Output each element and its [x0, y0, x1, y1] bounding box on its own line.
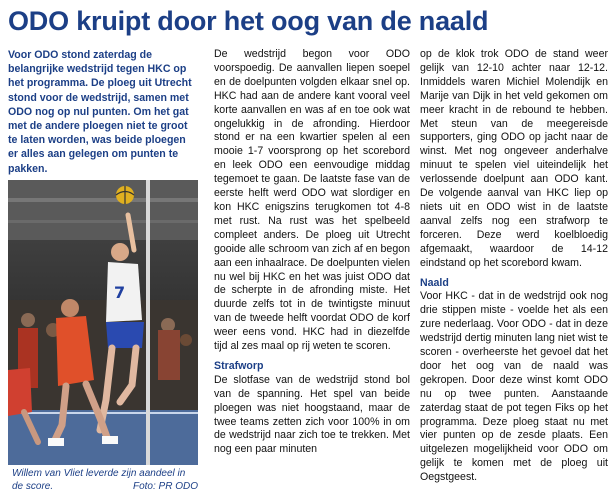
- col2-paragraph-1: De wedstrijd begon voor ODO voorspoedig. De aanvallen liepen soepel en de doelpunten volgden elkaar snel op. HKC had aan de andere kant vooral veel korte aanvallen en was af en toe ook wat ongelukkig in de afronding. Hierdoor stond er na een kwartier spelen al een mooie 1-7 voorsprong op het scorebord en leek ODO een eenvoudige middag tegemoet te gaan. De laatste fase van de eerste helft werd ODO wat slordiger en kon HKC enigszins terugkomen tot 4-8 met rust. Na rust was het spelbeeld compleet anders. De ploeg uit Utrecht gooide alle schroom van zich af en begon aan een inhaalrace. De doelpunten vielen nu wel bij HKC en het was juist ODO dat de scherpte in de afronding miste. Het duurde zelfs tot in de twintigste minuut van de tweede helft voordat ODO de korf weer eens vond. HKC had in diezelfde tijd al zes maal op rij weten te scoren.: [214, 48, 410, 353]
- photo-credit: Foto: PR ODO: [132, 481, 198, 492]
- col3-paragraph-1: op de klok trok ODO de stand weer gelijk van 12-10 achter naar 12-12. Inmiddels waren Michiel Molendijk en Marije van Dijk in het veld gekomen om meer kracht in de rebound te hebben. Met steun van de meegereisde supporters, ging ODO op jacht naar de winst. Met nog ongeveer anderhalve minuut te spelen viel uiteindelijk het verlossende doelpunt aan ODO kant. De volgende aanval van HKC liep op niets uit en ODO wist in de laatste aanval zelfs nog een strafworp te forceren. Deze werd koelbloedig afgemaakt, waardoor de 14-12 eindstand op het scorebord kwam.: [420, 48, 608, 269]
- col3-paragraph-2: Voor HKC - dat in de wedstrijd ook nog drie stippen miste - voelde het als een zure nederlaag. Voor ODO - dat in deze wedstrijd dertig minuten lang niet wist te scoren - overheerste het gevoel dat het door het oog van de naald was gekropen. Door deze winst komt ODO nu op twee punten. Aanstaande zaterdag staat de pot tegen Fiks op het programma. Deze ploeg staat nu met vier punten op de zesde plaats. Een uitgelezen mogelijkheid voor ODO om gelijk te komen met de ploeg uit Oegstgeest.: [420, 290, 608, 484]
- column-1: [8, 48, 198, 176]
- column-2: [214, 48, 410, 457]
- korfball-photo-illustration: [8, 180, 198, 465]
- subhead-naald: Naald: [420, 276, 449, 289]
- subhead-strafworp: Strafworp: [214, 359, 264, 372]
- jersey-number: 7: [114, 283, 126, 302]
- column-3: [420, 48, 608, 485]
- korfball-photo: [8, 180, 198, 465]
- caption-text: Willem van Vliet leverde zijn aandeel in de score.: [12, 468, 186, 492]
- photo-caption: [12, 467, 198, 493]
- col2-paragraph-2: De slotfase van de wedstrijd stond bol van de spanning. Het spel van beide ploegen was niet hoogstaand, maar de twee teams zetten zich voor 100% in om de wedstrijd naar zich toe te trekken. Met nog een paar minuten: [214, 373, 410, 456]
- intro-paragraph: Voor ODO stond zaterdag de belangrijke wedstrijd tegen HKC op het programma. De ploeg uit Utrecht stond voor de wedstrijd, samen met ODO nog op nul punten. Om het gat met de andere ploegen niet te groot te laten worden, was beide ploegen er alles aan gelegen om punten te pakken.: [8, 49, 192, 175]
- headline: ODO kruipt door het oog van de naald: [8, 6, 489, 36]
